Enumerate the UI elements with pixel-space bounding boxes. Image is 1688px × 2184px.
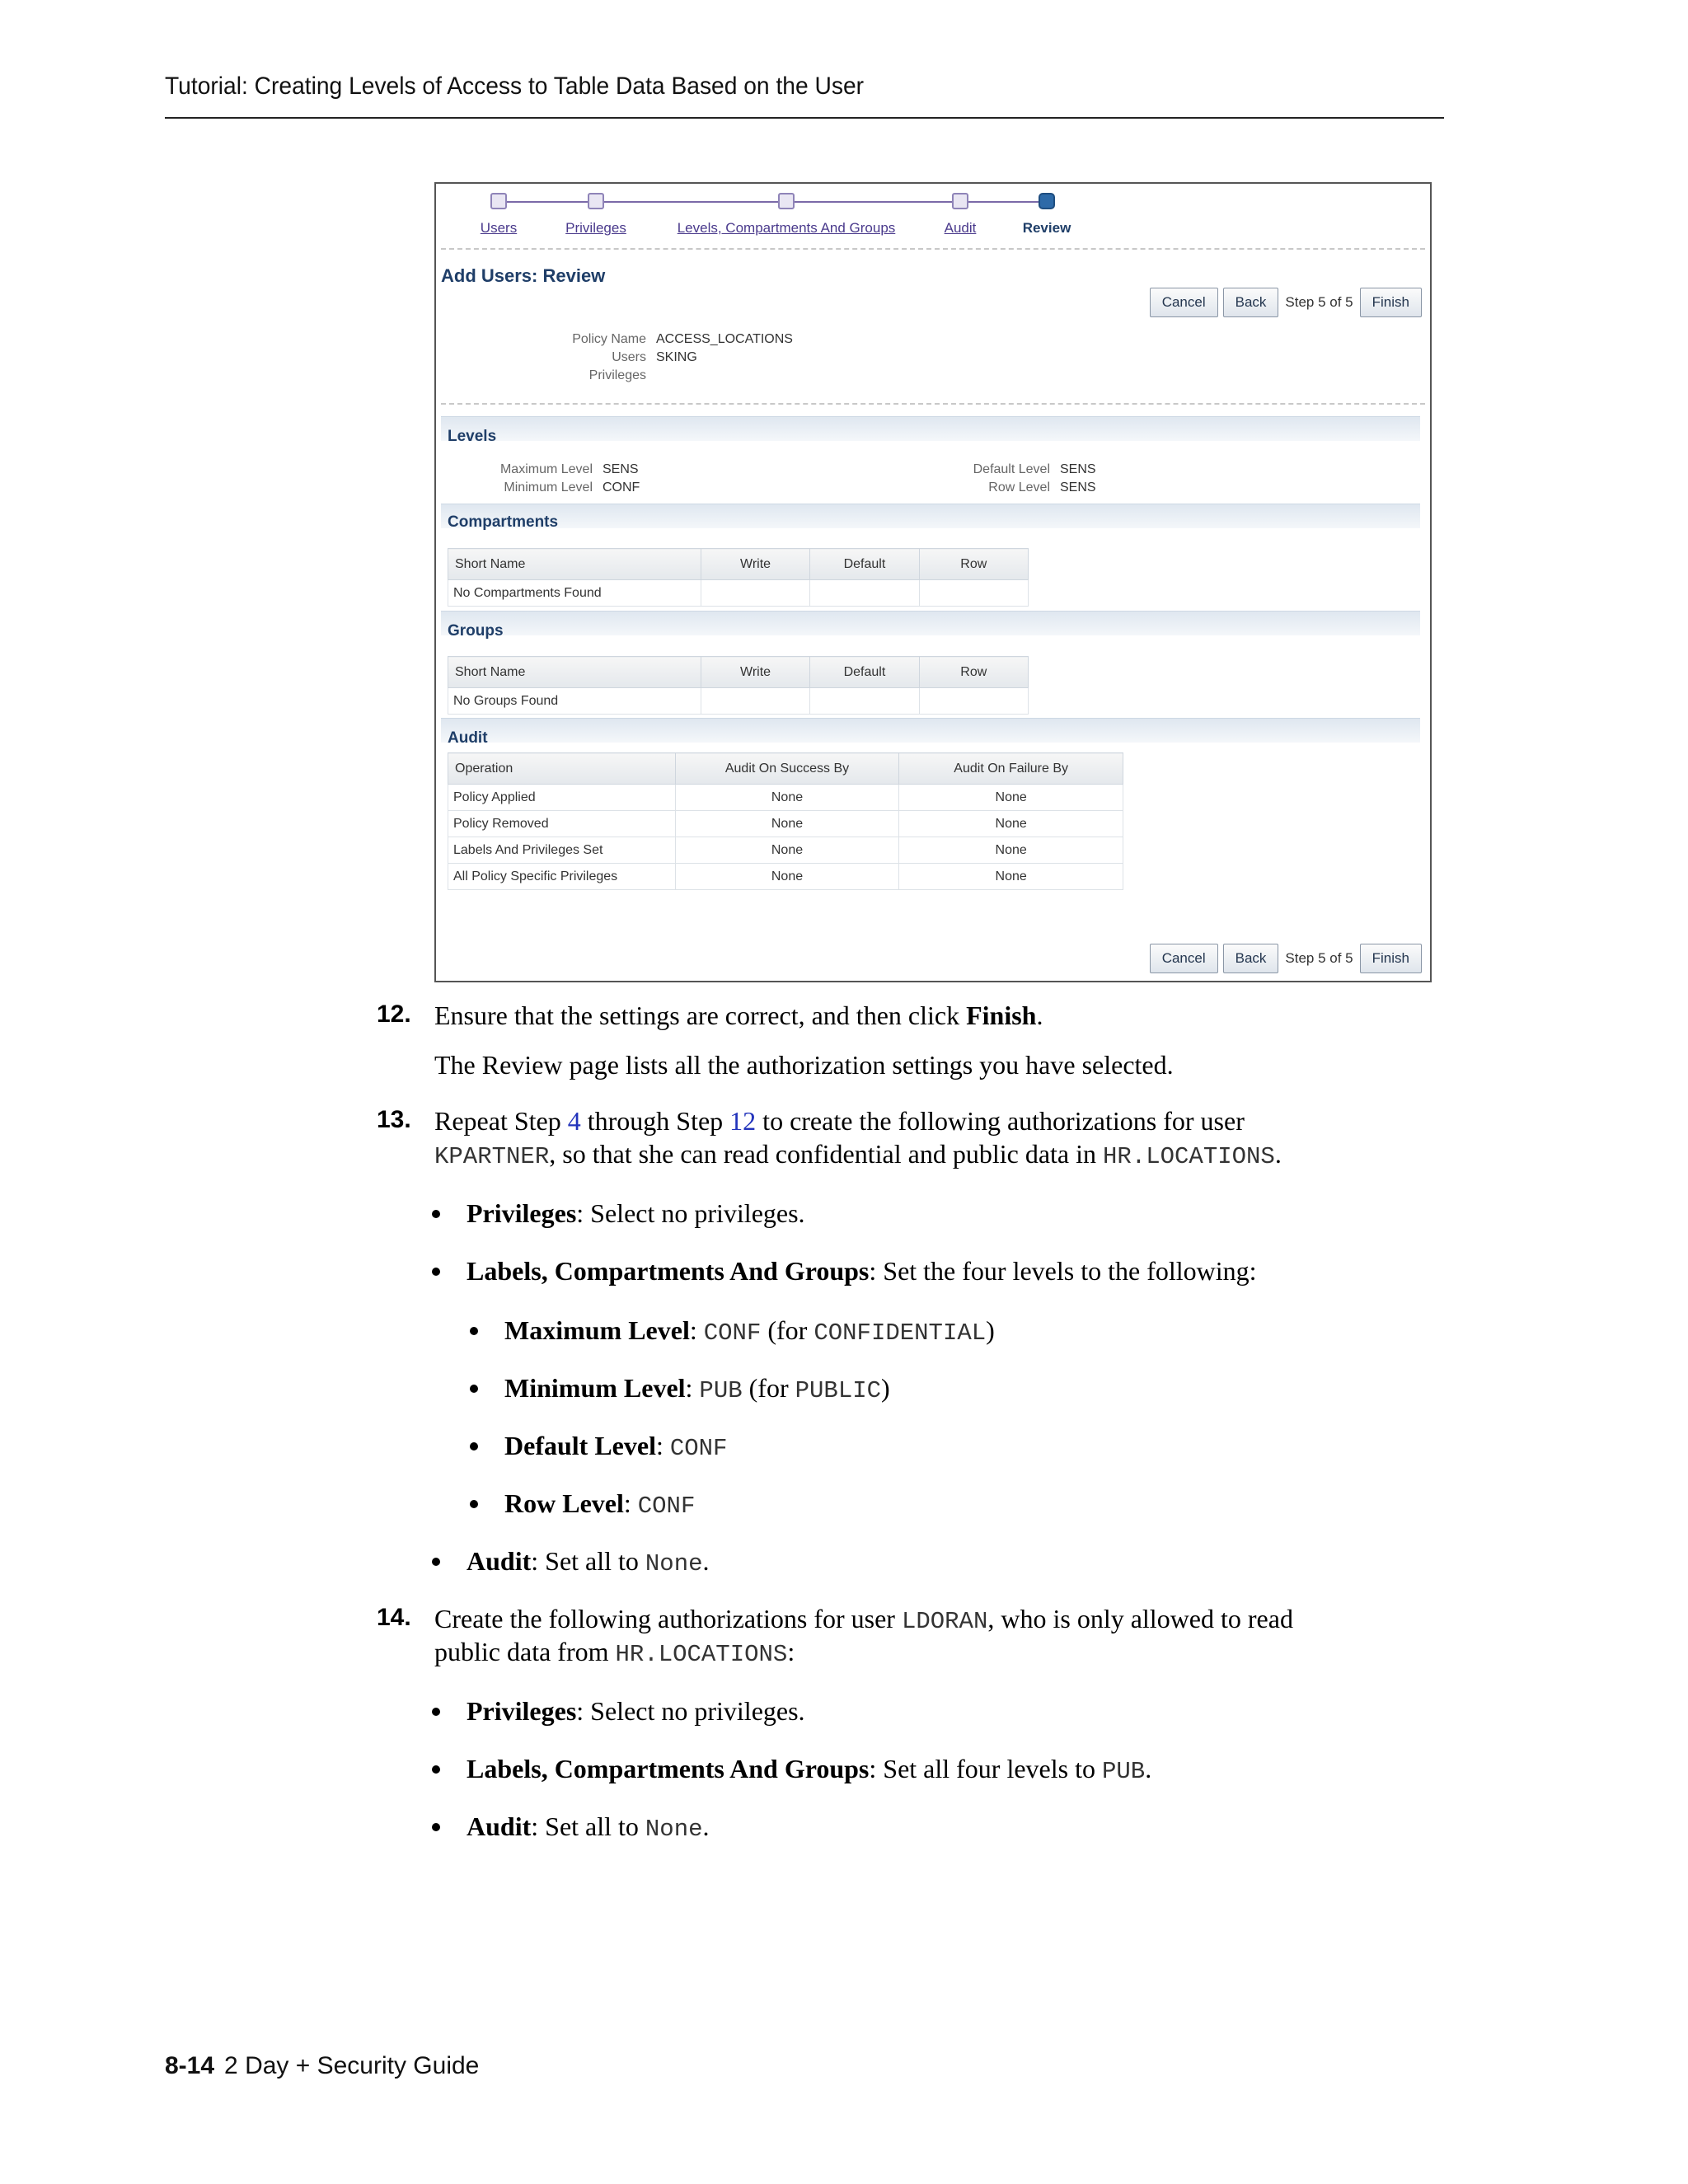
finish-button[interactable]: Finish: [1360, 288, 1422, 317]
summary-label: Privileges: [588, 368, 646, 382]
bullet: [470, 1327, 478, 1335]
table-header-row: [448, 753, 1123, 785]
maximum-level: [485, 462, 639, 477]
levels-band: [441, 416, 1420, 441]
failure-cell: None: [899, 837, 1123, 864]
bullet: [432, 1558, 440, 1566]
page-title: Add Users: Review: [441, 265, 606, 286]
user-code: KPARTNER: [434, 1143, 550, 1170]
train-node-users[interactable]: [490, 193, 507, 209]
top-button-bar: [1150, 288, 1422, 317]
groups-table: [448, 656, 1029, 715]
back-button[interactable]: Back: [1223, 288, 1279, 317]
table-row: [448, 785, 1123, 811]
step-12-text: Ensure that the settings are correct, and then click Finish.: [434, 1001, 1043, 1030]
success-cell: None: [675, 811, 899, 837]
default-level: [943, 462, 1096, 477]
train-link-audit[interactable]: Audit: [944, 220, 977, 236]
summary-users: [535, 350, 697, 365]
bullet-audit: Audit: Set all to None.: [467, 1546, 710, 1577]
empty-message: No Groups Found: [448, 688, 701, 715]
step-12-paragraph: The Review page lists all the authorization settings you have selected.: [434, 1050, 1174, 1080]
bullet-privileges: Privileges: Select no privileges.: [467, 1696, 805, 1726]
compartments-title: Compartments: [448, 513, 559, 531]
train-link-privileges[interactable]: Privileges: [565, 220, 626, 236]
bottom-button-bar: [1150, 944, 1422, 973]
bullet-privileges: Privileges: Select no privileges.: [467, 1198, 805, 1228]
compartments-table: [448, 548, 1029, 607]
table-row: [448, 864, 1123, 890]
audit-table: [448, 752, 1123, 890]
column-header[interactable]: Write: [701, 657, 809, 688]
column-header[interactable]: Short Name: [448, 549, 701, 580]
summary-value: ACCESS_LOCATIONS: [656, 332, 793, 346]
bullet-audit: Audit: Set all to None.: [467, 1811, 710, 1843]
success-cell: None: [675, 785, 899, 811]
column-header[interactable]: Operation: [448, 753, 676, 785]
summary-policy-name: [535, 332, 793, 347]
column-header[interactable]: Default: [810, 549, 919, 580]
table-header-row: [448, 657, 1029, 688]
bullet: [432, 1708, 440, 1716]
audit-band: [441, 718, 1420, 743]
page-number: 8-14: [165, 2052, 215, 2079]
divider: [441, 248, 1425, 250]
sub-bullet-default: Default Level: CONF: [504, 1431, 728, 1462]
train-link-users[interactable]: Users: [480, 220, 518, 236]
compartments-band: [441, 504, 1420, 528]
step-indicator: Step 5 of 5: [1285, 950, 1353, 966]
step-indicator: Step 5 of 5: [1285, 294, 1353, 310]
table-row: [448, 837, 1123, 864]
column-header[interactable]: Row: [919, 549, 1028, 580]
levels-title: Levels: [448, 428, 497, 445]
summary-privileges: [535, 368, 656, 383]
train-node-review: [1039, 193, 1055, 209]
finish-button[interactable]: Finish: [1360, 944, 1422, 973]
page-footer: [165, 2052, 479, 2080]
bullet: [470, 1385, 478, 1393]
operation-cell: Policy Removed: [448, 811, 676, 837]
bullet: [432, 1210, 440, 1218]
sub-bullet-row: Row Level: CONF: [504, 1488, 696, 1520]
table-row: [448, 811, 1123, 837]
step-12-link[interactable]: 12: [729, 1106, 757, 1136]
operation-cell: Policy Applied: [448, 785, 676, 811]
bullet-labels: Labels, Compartments And Groups: Set the four levels to the following:: [467, 1256, 1257, 1286]
sub-bullet-minimum: Minimum Level: PUB (for PUBLIC): [504, 1373, 890, 1404]
bullet-labels: Labels, Compartments And Groups: Set all four levels to PUB.: [467, 1754, 1152, 1785]
divider: [441, 403, 1425, 405]
table-code: HR.LOCATIONS: [1103, 1143, 1275, 1170]
failure-cell: None: [899, 864, 1123, 890]
table-code: HR.LOCATIONS: [615, 1641, 788, 1668]
column-header[interactable]: Write: [701, 549, 809, 580]
summary-value: SKING: [656, 350, 697, 364]
bullet: [470, 1442, 478, 1451]
train-node-levels[interactable]: [778, 193, 795, 209]
bullet: [470, 1500, 478, 1508]
column-header[interactable]: Audit On Success By: [675, 753, 899, 785]
table-row: [448, 580, 1029, 607]
train-label-review: Review: [1022, 220, 1071, 236]
success-cell: None: [675, 837, 899, 864]
train-node-privileges[interactable]: [588, 193, 604, 209]
failure-cell: None: [899, 785, 1123, 811]
cancel-button[interactable]: Cancel: [1150, 944, 1218, 973]
user-code: LDORAN: [901, 1608, 988, 1635]
running-header: Tutorial: Creating Levels of Access to Table Data Based on the User: [165, 73, 865, 100]
row-level: [943, 480, 1096, 495]
train-link-levels[interactable]: Levels, Compartments And Groups: [677, 220, 896, 236]
default-level-label: Default Level: [973, 462, 1050, 476]
step-14-line-2: public data from HR.LOCATIONS:: [434, 1637, 795, 1668]
step-13-number: 13.: [377, 1106, 411, 1133]
sub-bullet-maximum: Maximum Level: CONF (for CONFIDENTIAL): [504, 1315, 995, 1347]
header-rule: [165, 117, 1444, 119]
cancel-button[interactable]: Cancel: [1150, 288, 1218, 317]
row-level-value: SENS: [1060, 480, 1096, 494]
default-level-value: SENS: [1060, 462, 1096, 476]
step-12-number: 12.: [377, 1001, 411, 1028]
maximum-level-value: SENS: [603, 462, 639, 476]
step-13-line-1: Repeat Step 4 through Step 12 to create the following authorizations for user: [434, 1106, 1245, 1136]
summary-label: Users: [612, 350, 646, 364]
column-header[interactable]: Default: [810, 657, 919, 688]
row-level-label: Row Level: [988, 480, 1050, 494]
review-screenshot: [434, 182, 1432, 982]
step-14-line-1: Create the following authorizations for user LDORAN, who is only allowed to read: [434, 1604, 1293, 1635]
train-node-audit[interactable]: [952, 193, 968, 209]
back-button[interactable]: Back: [1223, 944, 1279, 973]
success-cell: None: [675, 864, 899, 890]
bullet: [432, 1765, 440, 1774]
minimum-level: [485, 480, 640, 495]
operation-cell: All Policy Specific Privileges: [448, 864, 676, 890]
book-title: 2 Day + Security Guide: [224, 2052, 480, 2079]
step-13-line-2: KPARTNER, so that she can read confidential and public data in HR.LOCATIONS.: [434, 1139, 1282, 1170]
table-header-row: [448, 549, 1029, 580]
maximum-level-label: Maximum Level: [499, 462, 593, 476]
failure-cell: None: [899, 811, 1123, 837]
bullet: [432, 1268, 440, 1276]
audit-title: Audit: [448, 729, 488, 747]
operation-cell: Labels And Privileges Set: [448, 837, 676, 864]
column-header[interactable]: Row: [919, 657, 1028, 688]
table-row: [448, 688, 1029, 715]
summary-label: Policy Name: [572, 332, 646, 346]
bullet: [432, 1823, 440, 1831]
step-4-link[interactable]: 4: [567, 1106, 581, 1136]
groups-title: Groups: [448, 622, 504, 640]
column-header[interactable]: Audit On Failure By: [899, 753, 1123, 785]
empty-message: No Compartments Found: [448, 580, 701, 607]
groups-band: [441, 611, 1420, 635]
minimum-level-label: Minimum Level: [504, 480, 593, 494]
step-14-number: 14.: [377, 1604, 411, 1631]
column-header[interactable]: Short Name: [448, 657, 701, 688]
minimum-level-value: CONF: [603, 480, 640, 494]
finish-term: Finish: [966, 1001, 1037, 1030]
